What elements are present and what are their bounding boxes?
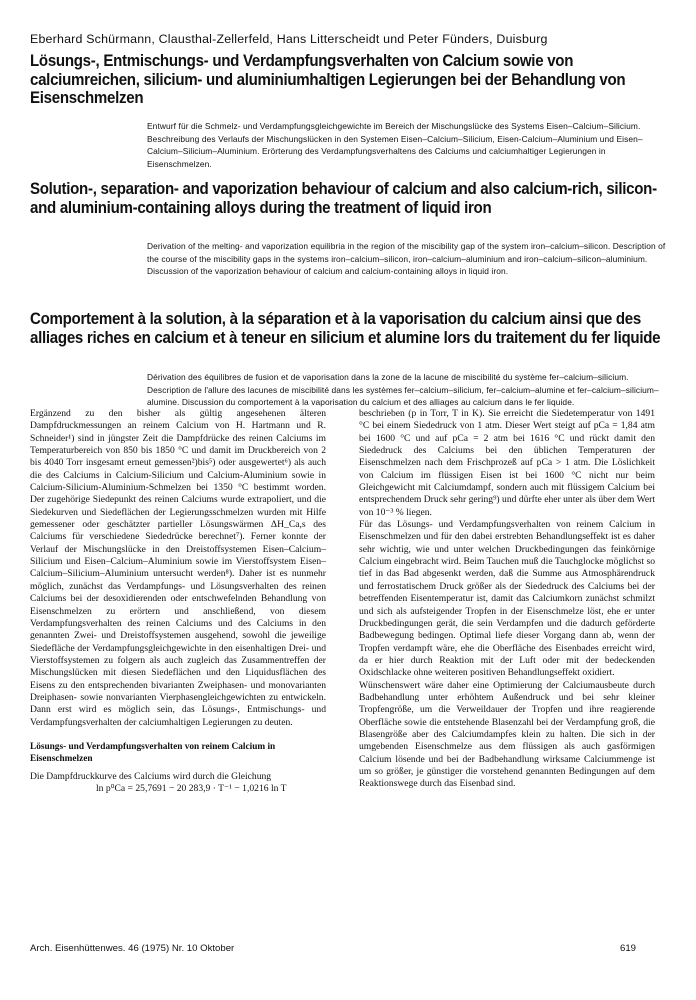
body-paragraph: Die Dampfdruckkurve des Calciums wird durch die Gleichung [30, 770, 272, 782]
body-paragraph: Für das Lösungs- und Verdampfungsverhalten von reinem Calcium in Eisenschmelzen und für den dabei erstrebten Behandlungseffekt ist es daher sehr wichtig, wie und unter welchen Druckbedingungen das feinkörnige Calcium eingebracht wird. Beim Tauchen muß die Tauchglocke möglichst so tief in das Bad abgesenkt werden, daß die Summe aus Atmosphärendruck und ferrostatischem Druck größer als der Siededruck des Calciums bei der betreffenden Eisentemperatur ist, damit das Calciumkorn zunächst schmilzt und sich als aufsteigender Tropfen in der Eisenschmelze löst, ehe er unter Druckbedingungen gerät, die sein Verdampfen und die dadurch geförderte Badbewegung bedingen. Optimal liefe dieser Vorgang dann ab, wenn der Tropfen verdampft wäre, ehe die Oberfläche des Eisenbades erreicht wird, da er hier durch Reaktion mit der Luft oder mit der bedeckenden Oxidschlacke ohne weiteren positiven Behandlungseffekt oxidiert. [359, 519, 655, 679]
german-abstract: Entwurf für die Schmelz- und Verdampfungsgleichgewichte im Bereich der Mischungslücke des Systems Eisen–Calcium–Silicium. Beschreibung des Verlaufs der Mischungslücken in den Systemen Eisen–Calcium–Silicium, Eisen-Calcium–Aluminium und Eisen–Calcium–Silicium–Aluminium. Erörterung des Verdampfungsverhaltens des Calciums und calciumhaltiger Legierungen in Eisenschmelzen. [147, 121, 643, 169]
right-column [359, 408, 655, 791]
body-paragraph: Ergänzend zu den bisher als gültig angesehenen älteren Dampfdruckmessungen an reinem Calcium von H. Hartmann und R. Schneider¹) sind in jüngster Zeit die Dampfdrücke des reinen Calciums im Temperaturbereich von 850 bis 1850 °C und damit im Druckbereich von 2 bis 4040 Torr insgesamt erneut gemessen²)bis⁵) oder ausgewertet⁶) als auch die des Calciums in Calcium-Silicium und Calcium-Aluminium sowie in Calcium-Silicium-Aluminium-Schmelzen bei 1350 °C bestimmt worden. Der zugehörige Siedepunkt des reinen Calciums wurde extrapoliert, und die Siedekurven und Siedeflächen der Legierungsschmelzen wurden mit Hilfe gemessener oder geschätzter partieller Lösungswärmen ΔH_Ca,s des Calciums für verschiedene Siededrücke berechnet⁷). Ferner konnte der Verlauf der Mischungslücke in den Dreistoffsystemen Eisen–Calcium–Silicium und Eisen–Calcium–Aluminium sowie im Vierstoffsystem Eisen–Calcium–Silicium–Aluminium untersucht werden⁸). Daher ist es nunmehr möglich, zunächst das Verdampfungs- und Lösungsverhalten des reinen Calciums bei der desoxidierenden oder entschwefelnden Behandlung von Eisenschmelzen zu erörtern und anschließend, von diesem Verdampfungsverhalten des reinen Calciums und des Calciums in den genannten Zwei- und Dreistoffsystemen ausgehend, sowohl die jeweilige Siedefläche der Verdampfungsgleichgewichte in den eisenhaltigen Drei- und Vierstoffsystemen zu folgern als auch zugleich das Zusammentreffen der Mischungslücken mit diesen Siedeflächen und den Liquidusflächen des Eisens zu den entsprechenden bivarianten Zweiphasen- und monovarianten Dreiphasen- sowie nonvarianten Vierphasengleichgewichten zu entwickeln. Dann erst wird es möglich sein, das Lösungs-, Entmischungs- und Verdampfungsverhalten der calciumhaltigen Legierungen zu deuten. [30, 408, 326, 728]
body-paragraph: beschrieben (p in Torr, T in K). Sie erreicht die Siedetemperatur von 1491 °C bei einem Siededruck von 1 atm. Dieser Wert steigt auf pCa = 1,84 atm bei 1600 °C und auf pCa = 2 atm bei 1616 °C und rückt damit den Siededruck des Calciums bei den üblichen Temperaturen der Eisenschmelzen nach dem Frischprozeß auf pCa > 1 atm. Die Löslichkeit von Calcium im flüssigen Eisen ist bei 1600 °C nicht nur beim Gleichgewicht mit Calciumdampf, sondern auch mit flüssigem Calcium bei entsprechendem Druck sehr gering⁹) und dürfte eher unter als über dem Wert von 10⁻³ % liegen. [359, 408, 655, 518]
body-paragraph: Wünschenswert wäre daher eine Optimierung der Calciumausbeute durch Badbehandlung unter erhöhtem Außendruck und bei sehr kleiner Tropfengröße, um die Verweildauer der Tropfen und ihre reagierende Oberfläche sowie die entstehende Blasenzahl bei der Verdampfung groß, die Blasengröße aber des Calciumdampfes klein zu halten. Die sich in der umgebenden Eisenschmelze aus dem flüssigen als auch gasförmigen Calcium lösende und bei der Badbehandlung wirksame Calciummenge ist um so größer, je günstiger die vorstehend genannten Bedingungen auf dem Reaktionswege durch das Eisenbad sind. [359, 679, 655, 790]
french-title: Comportement à la solution, à la séparation et à la vaporisation du calcium ainsi que des alliages riches en calcium et à teneur en silicium et alumine lors du traitement du fer liquide [30, 310, 661, 347]
section-heading: Lösungs- und Verdampfungsverhalten von reinem Calcium in Eisenschmelzen [30, 741, 276, 764]
english-title: Solution-, separation- and vaporization behaviour of calcium and also calcium-rich, silicon- and aluminium-containing alloys during the treatment of liquid iron [30, 180, 657, 217]
author-line: Eberhard Schürmann, Clausthal-Zellerfeld, Hans Litterscheidt und Peter Fünders, Duisburg [30, 32, 548, 46]
page-number: 619 [620, 943, 637, 954]
left-column [30, 408, 326, 796]
english-abstract: Derivation of the melting- and vaporization equilibria in the region of the miscibility gap of the system iron–calcium–silicon. Description of the course of the miscibility gaps in the systems iron–calcium–silicon, iron–calcium–aluminium and iron–calcium–silicon–aluminium. Discussion of the vaporization behaviour of calcium and calcium-containing alloys in liquid iron. [147, 241, 666, 277]
german-title: Lösungs-, Entmischungs- und Verdampfungsverhalten von Calcium sowie von calciumreichen, silicium- und aluminiumhaltigen Legierungen bei der Behandlung von Eisenschmelzen [30, 52, 626, 107]
journal-citation: Arch. Eisenhüttenwes. 46 (1975) Nr. 10 Oktober [30, 943, 235, 954]
french-abstract: Dérivation des équilibres de fusion et de vaporisation dans la zone de la lacune de miscibilité du système fer–calcium–silicium. Description de l'allure des lacunes de miscibilité dans les systèmes fer–calcium–silicium, fer–calcium–alumine et fer–calcium–silicium–alumine. Discussion du comportement à la vaporisation du calcium et des alliages au calcium dans le fer liquide. [147, 372, 659, 408]
vapor-pressure-equation: ln p⁰Ca = 25,7691 − 20 283,9 · T⁻¹ − 1,0216 ln T [96, 783, 287, 795]
